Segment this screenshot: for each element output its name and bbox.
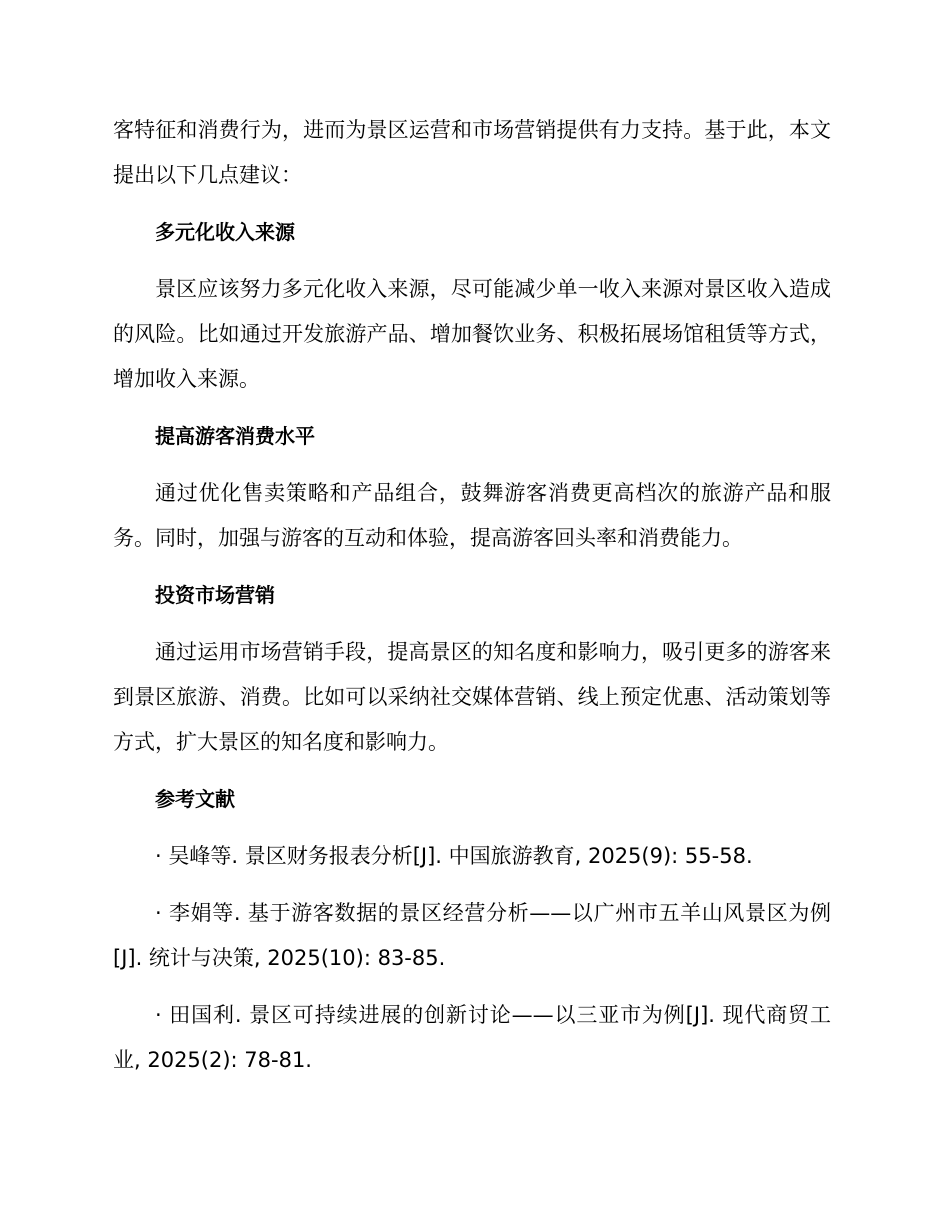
intro-paragraph: 客特征和消费行为，进而为景区运营和市场营销提供有力支持。基于此，本文提出以下几点建议： — [113, 118, 831, 187]
spacer — [113, 402, 831, 414]
references-heading: 参考文献 — [155, 787, 235, 811]
spacer — [113, 255, 831, 267]
spacer — [113, 765, 831, 777]
section-body-raise-spending: 通过优化售卖策略和产品组合，鼓舞游客消费更高档次的旅游产品和服务。同时，加强与游客的互动和体验，提高游客回头率和消费能力。 — [113, 481, 831, 550]
section-body-diversify-income: 景区应该努力多元化收入来源，尽可能减少单一收入来源对景区收入造成的风险。比如通过开发旅游产品、增加餐饮业务、积极拓展场馆租赁等方式，增加收入来源。 — [113, 277, 831, 391]
section-heading-diversify-income: 多元化收入来源 — [155, 220, 295, 244]
reference-item: · 吴峰等. 景区财务报表分析[J]. 中国旅游教育, 2025(9): 55-58. — [155, 844, 753, 868]
spacer — [113, 981, 831, 993]
spacer — [113, 618, 831, 630]
section-heading-raise-spending: 提高游客消费水平 — [155, 424, 315, 448]
spacer — [113, 459, 831, 471]
document-page — [113, 108, 831, 1083]
spacer — [113, 822, 831, 834]
section-body-marketing: 通过运用市场营销手段，提高景区的知名度和影响力，吸引更多的游客来到景区旅游、消费。比如可以采纳社交媒体营销、线上预定优惠、活动策划等方式，扩大景区的知名度和影响力。 — [113, 640, 831, 754]
spacer — [113, 561, 831, 573]
spacer — [113, 198, 831, 210]
section-heading-marketing: 投资市场营销 — [155, 583, 275, 607]
reference-item: · 李娟等. 基于游客数据的景区经营分析——以广州市五羊山风景区为例[J]. 统计与决策, 2025(10): 83-85. — [113, 901, 831, 970]
spacer — [113, 879, 831, 891]
reference-item: · 田国利. 景区可持续进展的创新讨论——以三亚市为例[J]. 现代商贸工业, 2025(2): 78-81. — [113, 1003, 831, 1072]
